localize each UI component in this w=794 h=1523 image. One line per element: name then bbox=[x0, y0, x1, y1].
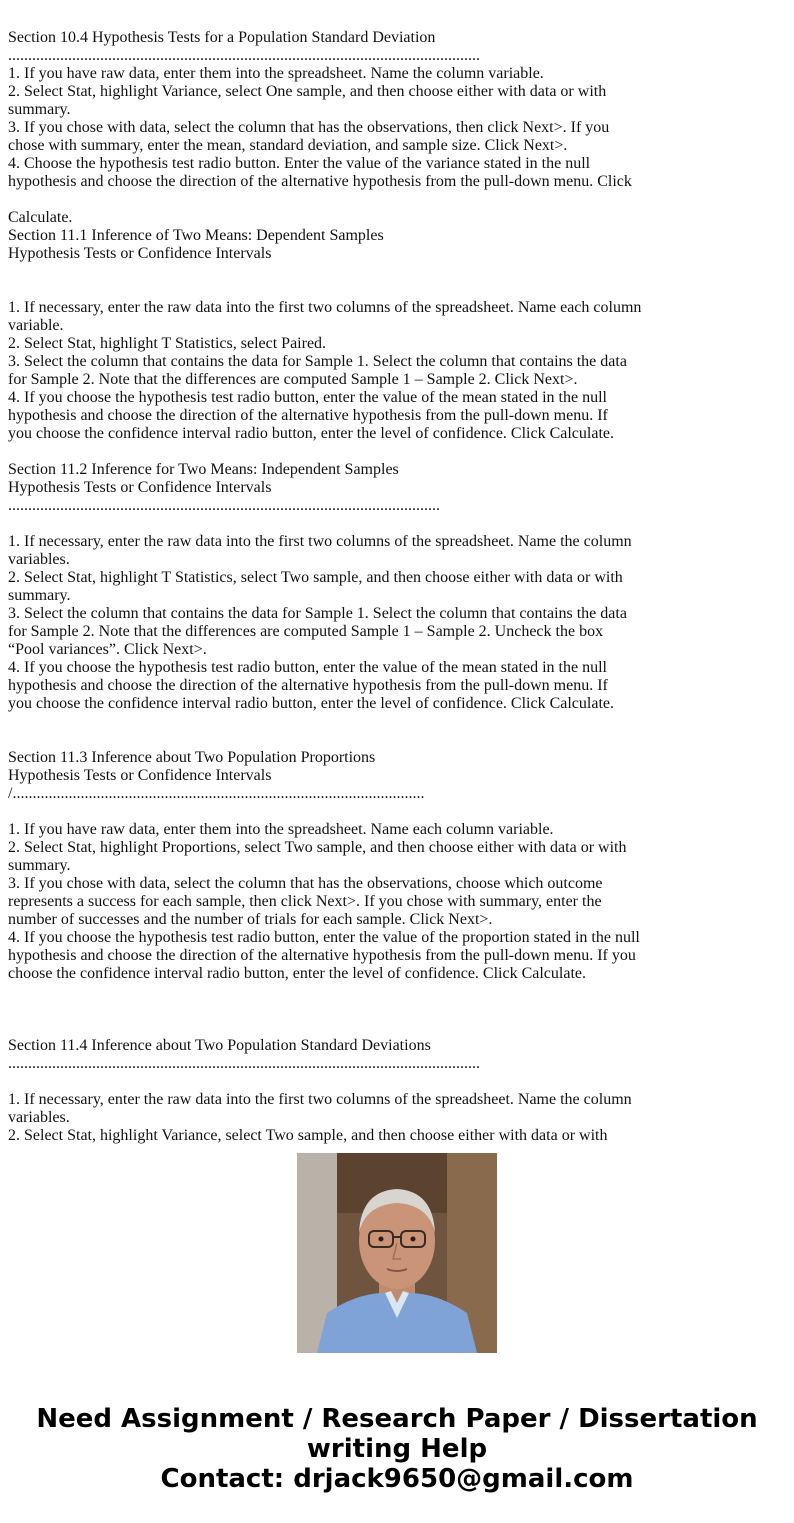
text-line: ...................................................................................................................... bbox=[8, 47, 480, 64]
text-line: 4. If you choose the hypothesis test radio button, enter the value of the proportion stated in the null bbox=[8, 929, 640, 946]
text-line: 1. If necessary, enter the raw data into the first two columns of the spreadsheet. Name each column bbox=[8, 299, 642, 316]
text-line: hypothesis and choose the direction of the alternative hypothesis from the pull-down menu. If bbox=[8, 407, 608, 424]
text-line: 4. If you choose the hypothesis test radio button, enter the value of the mean stated in the null bbox=[8, 389, 607, 406]
text-line: Section 10.4 Hypothesis Tests for a Population Standard Deviation bbox=[8, 29, 436, 46]
author-avatar bbox=[297, 1153, 497, 1353]
text-line: 2. Select Stat, highlight Proportions, select Two sample, and then choose either with data or with bbox=[8, 839, 627, 856]
paragraph-gap bbox=[8, 515, 668, 533]
paragraph-gap bbox=[8, 443, 668, 461]
text-line: 3. If you chose with data, select the column that has the observations, choose which outcome bbox=[8, 875, 603, 892]
text-line: represents a success for each sample, then click Next>. If you chose with summary, enter the bbox=[8, 893, 602, 910]
text-line: choose the confidence interval radio button, enter the level of confidence. Click Calculate. bbox=[8, 965, 586, 982]
text-line: variables. bbox=[8, 1109, 70, 1126]
text-line: 1. If you have raw data, enter them into the spreadsheet. Name each column variable. bbox=[8, 821, 554, 838]
text-line: Section 11.4 Inference about Two Population Standard Deviations bbox=[8, 1037, 431, 1054]
paragraph-gap bbox=[8, 1073, 668, 1091]
paragraph-gap bbox=[8, 263, 668, 299]
paragraph-gap bbox=[8, 713, 668, 749]
text-line: Calculate. bbox=[8, 209, 73, 226]
text-line: variable. bbox=[8, 317, 64, 334]
text-line: Section 11.2 Inference for Two Means: Independent Samples bbox=[8, 461, 399, 478]
text-line: you choose the confidence interval radio button, enter the level of confidence. Click Calculate. bbox=[8, 425, 614, 442]
text-line: hypothesis and choose the direction of the alternative hypothesis from the pull-down menu. If bbox=[8, 677, 608, 694]
text-line: hypothesis and choose the direction of the alternative hypothesis from the pull-down menu. Click bbox=[8, 173, 632, 190]
text-line: hypothesis and choose the direction of the alternative hypothesis from the pull-down menu. If you bbox=[8, 947, 636, 964]
text-line: 2. Select Stat, highlight T Statistics, select Paired. bbox=[8, 335, 327, 352]
text-line: 4. If you choose the hypothesis test radio button, enter the value of the mean stated in the null bbox=[8, 659, 607, 676]
text-line: 3. Select the column that contains the data for Sample 1. Select the column that contains the data bbox=[8, 605, 627, 622]
text-line: summary. bbox=[8, 587, 71, 604]
text-line: 3. Select the column that contains the data for Sample 1. Select the column that contains the data bbox=[8, 353, 627, 370]
text-line: for Sample 2. Note that the differences are computed Sample 1 – Sample 2. Uncheck the box bbox=[8, 623, 604, 640]
text-line: ............................................................................................................ bbox=[8, 497, 440, 514]
promo-line-1: Need Assignment / Research Paper / Dissertation bbox=[36, 1404, 758, 1434]
paragraph-gap bbox=[8, 803, 668, 821]
text-line: summary. bbox=[8, 101, 71, 118]
text-line: 2. Select Stat, highlight Variance, select One sample, and then choose either with data or with bbox=[8, 83, 607, 100]
text-line: chose with summary, enter the mean, standard deviation, and sample size. Click Next>. bbox=[8, 137, 568, 154]
text-line: 2. Select Stat, highlight Variance, select Two sample, and then choose either with data or with bbox=[8, 1127, 608, 1144]
text-line: variables. bbox=[8, 551, 70, 568]
text-line: 1. If necessary, enter the raw data into the first two columns of the spreadsheet. Name the column bbox=[8, 1091, 632, 1108]
promo-line-2: writing Help bbox=[306, 1434, 488, 1464]
text-line: 3. If you chose with data, select the column that has the observations, then click Next>. If you bbox=[8, 119, 610, 136]
text-line: Section 11.3 Inference about Two Population Proportions bbox=[8, 749, 376, 766]
text-line: “Pool variances”. Click Next>. bbox=[8, 641, 207, 658]
text-line: 1. If you have raw data, enter them into the spreadsheet. Name the column variable. bbox=[8, 65, 544, 82]
promo-banner bbox=[0, 1404, 794, 1494]
text-line: 2. Select Stat, highlight T Statistics, select Two sample, and then choose either with data or with bbox=[8, 569, 623, 586]
text-line: Hypothesis Tests or Confidence Intervals bbox=[8, 245, 272, 262]
promo-line-3: Contact: drjack9650@gmail.com bbox=[160, 1464, 634, 1494]
paragraph-gap bbox=[8, 191, 668, 209]
portrait-image bbox=[297, 1153, 497, 1353]
text-line: you choose the confidence interval radio button, enter the level of confidence. Click Calculate. bbox=[8, 695, 614, 712]
text-line: /....................................................................................................... bbox=[8, 785, 425, 802]
text-line: number of successes and the number of trials for each sample. Click Next>. bbox=[8, 911, 493, 928]
text-line: 1. If necessary, enter the raw data into the first two columns of the spreadsheet. Name the column bbox=[8, 533, 632, 550]
document-body bbox=[8, 29, 668, 1144]
paragraph-gap bbox=[8, 983, 668, 1037]
text-line: Hypothesis Tests or Confidence Intervals bbox=[8, 767, 272, 784]
text-line: Hypothesis Tests or Confidence Intervals bbox=[8, 479, 272, 496]
text-line: summary. bbox=[8, 857, 71, 874]
text-line: 4. Choose the hypothesis test radio button. Enter the value of the variance stated in the null bbox=[8, 155, 591, 172]
text-line: ...................................................................................................................... bbox=[8, 1055, 480, 1072]
text-line: Section 11.1 Inference of Two Means: Dependent Samples bbox=[8, 227, 384, 244]
text-line: for Sample 2. Note that the differences are computed Sample 1 – Sample 2. Click Next>. bbox=[8, 371, 578, 388]
